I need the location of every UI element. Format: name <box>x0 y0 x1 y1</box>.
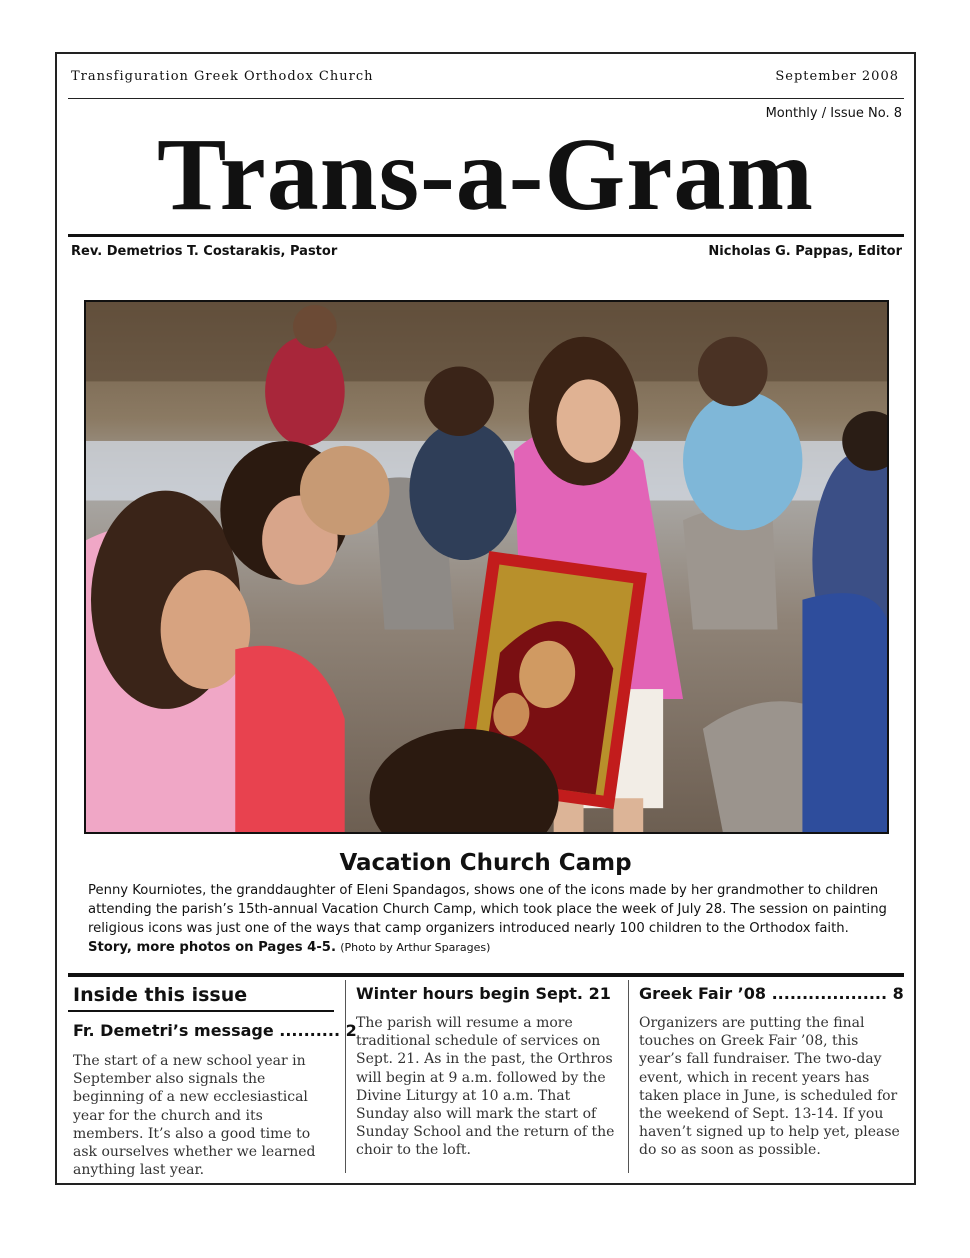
photo-credit: (Photo by Arthur Sparages) <box>340 941 491 954</box>
feature-photo <box>84 300 889 834</box>
caption-text: Penny Kourniotes, the granddaughter of Eleni Spandagos, shows one of the icons made by her grandmother to children attending the parish’s 15th-annual Vacation Church Camp, which took place the week of July 28. The session on painting religious icons was just one of the ways that camp organizers introduced nearly 100 children to the Orthodox faith. <box>88 883 887 936</box>
story-link[interactable]: Story, more photos on Pages 4-5. <box>88 940 336 955</box>
columns-rule <box>68 973 904 977</box>
feature-headline: Vacation Church Camp <box>339 850 632 876</box>
greek-fair-link[interactable]: Greek Fair ’08 ................... 8 <box>639 984 904 1003</box>
masthead-rule <box>68 234 904 237</box>
fr-demetri-message-body: The start of a new school year in September also signals the beginning of a new ecclesiastical year for the church and its members. It’s also a good time to ask ourselves whether we learned anything last year. <box>73 1053 316 1179</box>
winter-hours-heading: Winter hours begin Sept. 21 <box>356 984 611 1003</box>
feature-caption <box>88 881 888 957</box>
masthead-title: Trans-a-Gram <box>156 117 815 232</box>
pastor-byline: Rev. Demetrios T. Costarakis, Pastor <box>71 244 338 259</box>
editor-byline: Nicholas G. Pappas, Editor <box>708 244 902 259</box>
issue-number: Monthly / Issue No. 8 <box>765 106 902 121</box>
fr-demetri-message-link[interactable]: Fr. Demetri’s message .......... 2 <box>73 1021 357 1040</box>
feature-photo-illustration <box>86 302 887 832</box>
column-divider-1 <box>345 980 346 1173</box>
greek-fair-body: Organizers are putting the final touches on Greek Fair ’08, this year’s fall fundraiser. The two-day event, which in recent years has taken place in June, is scheduled for the weekend of Sept. 13-14. If you haven’t signed up to help yet, please do so as soon as possible. <box>639 1015 900 1159</box>
church-name: Transfiguration Greek Orthodox Church <box>71 69 374 84</box>
column-divider-2 <box>628 980 629 1173</box>
winter-hours-body: The parish will resume a more traditional schedule of services on Sept. 21. As in the past, the Orthros will begin at 9 a.m. followed by the Divine Liturgy at 10 a.m. That Sunday also will mark the start of Sunday School and the return of the choir to the loft. <box>356 1015 615 1159</box>
issue-date: September 2008 <box>775 69 899 84</box>
inside-issue-rule <box>68 1010 334 1012</box>
header-rule <box>68 98 904 99</box>
inside-issue-heading: Inside this issue <box>73 984 248 1006</box>
